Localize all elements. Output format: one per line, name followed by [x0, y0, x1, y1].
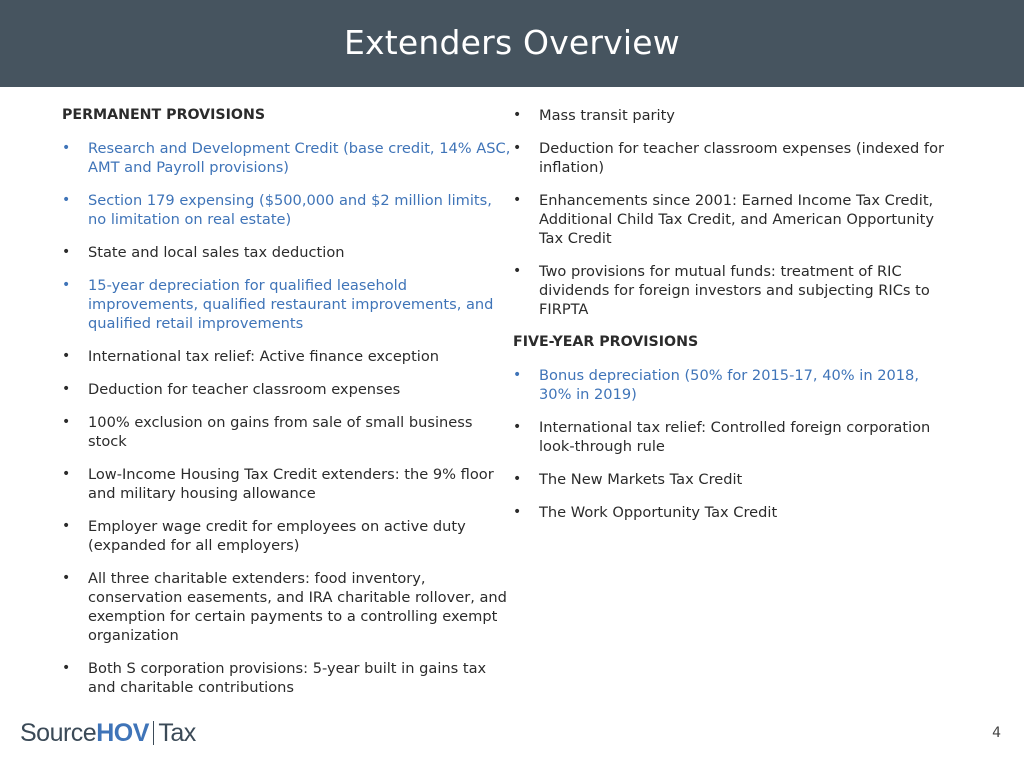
- bullet-glyph: •: [62, 192, 71, 208]
- list-item-text: International tax relief: Active finance exception: [88, 348, 440, 365]
- bullet-glyph: •: [62, 140, 71, 156]
- bullet-glyph: •: [62, 570, 71, 586]
- list-item: [513, 366, 953, 404]
- left-column: [62, 106, 512, 711]
- list-item: [62, 380, 512, 399]
- bullet-glyph: •: [513, 140, 522, 156]
- slide-header: [0, 0, 1024, 87]
- list-item-text: International tax relief: Controlled foreign corporation look-through rule: [539, 419, 931, 455]
- slide-title: Extenders Overview: [343, 23, 680, 62]
- right-column: [513, 106, 953, 536]
- logo-tax-text: Tax: [158, 718, 196, 747]
- sourcehov-tax-logo: [20, 718, 196, 748]
- list-item-text: Both S corporation provisions: 5-year built in gains tax and charitable contributions: [88, 660, 487, 696]
- list-item: [513, 262, 953, 319]
- permanent-provisions-heading: PERMANENT PROVISIONS: [62, 107, 266, 123]
- bullet-glyph: •: [62, 660, 71, 676]
- list-item-text: State and local sales tax deduction: [88, 244, 345, 261]
- list-item: [513, 470, 953, 489]
- list-item-text: Section 179 expensing ($500,000 and $2 million limits, no limitation on real estate): [88, 192, 492, 228]
- list-item-text: Bonus depreciation (50% for 2015-17, 40% in 2018, 30% in 2019): [539, 367, 919, 403]
- bullet-glyph: •: [62, 277, 71, 293]
- bullet-glyph: •: [62, 381, 71, 397]
- list-item-text: 15-year depreciation for qualified leasehold improvements, qualified restaurant improvements, and qualified retail improvements: [88, 277, 494, 332]
- page-number: 4: [992, 725, 1001, 741]
- list-item: [513, 418, 953, 456]
- list-item: [62, 139, 512, 177]
- list-item-text: The New Markets Tax Credit: [539, 471, 743, 488]
- list-item-text: 100% exclusion on gains from sale of small business stock: [88, 414, 473, 450]
- list-item: [513, 139, 953, 177]
- bullet-glyph: •: [62, 466, 71, 482]
- bullet-glyph: •: [513, 192, 522, 208]
- list-item: [513, 503, 953, 522]
- list-item-text: Enhancements since 2001: Earned Income Tax Credit, Additional Child Tax Credit, and American Opportunity Tax Credit: [539, 192, 934, 247]
- list-item: [62, 569, 512, 645]
- list-item: [62, 347, 512, 366]
- list-item: [62, 191, 512, 229]
- list-item: [62, 659, 512, 697]
- list-item: [62, 517, 512, 555]
- bullet-glyph: •: [513, 263, 522, 279]
- list-item-text: Two provisions for mutual funds: treatment of RIC dividends for foreign investors and subjecting RICs to FIRPTA: [539, 263, 930, 318]
- permanent-provisions-list: [62, 139, 512, 697]
- bullet-glyph: •: [62, 244, 71, 260]
- list-item-text: Low-Income Housing Tax Credit extenders: the 9% floor and military housing allowance: [88, 466, 494, 502]
- bullet-glyph: •: [513, 504, 522, 520]
- list-item-text: All three charitable extenders: food inventory, conservation easements, and IRA charitable rollover, and exemption for certain payments to a controlling exempt organization: [88, 570, 507, 644]
- list-item-text: Mass transit parity: [539, 107, 675, 124]
- list-item: [62, 465, 512, 503]
- bullet-glyph: •: [62, 348, 71, 364]
- bullet-glyph: •: [513, 471, 522, 487]
- list-item: [62, 276, 512, 333]
- bullet-glyph: •: [513, 107, 522, 123]
- list-item-text: Research and Development Credit (base credit, 14% ASC, AMT and Payroll provisions): [88, 140, 511, 176]
- list-item: [62, 243, 512, 262]
- bullet-glyph: •: [62, 518, 71, 534]
- list-item-text: Deduction for teacher classroom expenses: [88, 381, 401, 398]
- list-item-text: Deduction for teacher classroom expenses (indexed for inflation): [539, 140, 944, 176]
- bullet-glyph: •: [513, 419, 522, 435]
- five-year-provisions-list: [513, 366, 953, 522]
- logo-divider: [153, 721, 155, 745]
- logo-source-text: Source: [20, 718, 97, 747]
- logo-hov-text: HOV: [96, 718, 149, 747]
- permanent-provisions-list-continued: [513, 106, 953, 319]
- list-item: [513, 191, 953, 248]
- list-item: [62, 413, 512, 451]
- bullet-glyph: •: [513, 367, 522, 383]
- list-item-text: Employer wage credit for employees on active duty (expanded for all employers): [88, 518, 466, 554]
- list-item-text: The Work Opportunity Tax Credit: [539, 504, 778, 521]
- list-item: [513, 106, 953, 125]
- bullet-glyph: •: [62, 414, 71, 430]
- five-year-provisions-heading: FIVE-YEAR PROVISIONS: [513, 334, 699, 350]
